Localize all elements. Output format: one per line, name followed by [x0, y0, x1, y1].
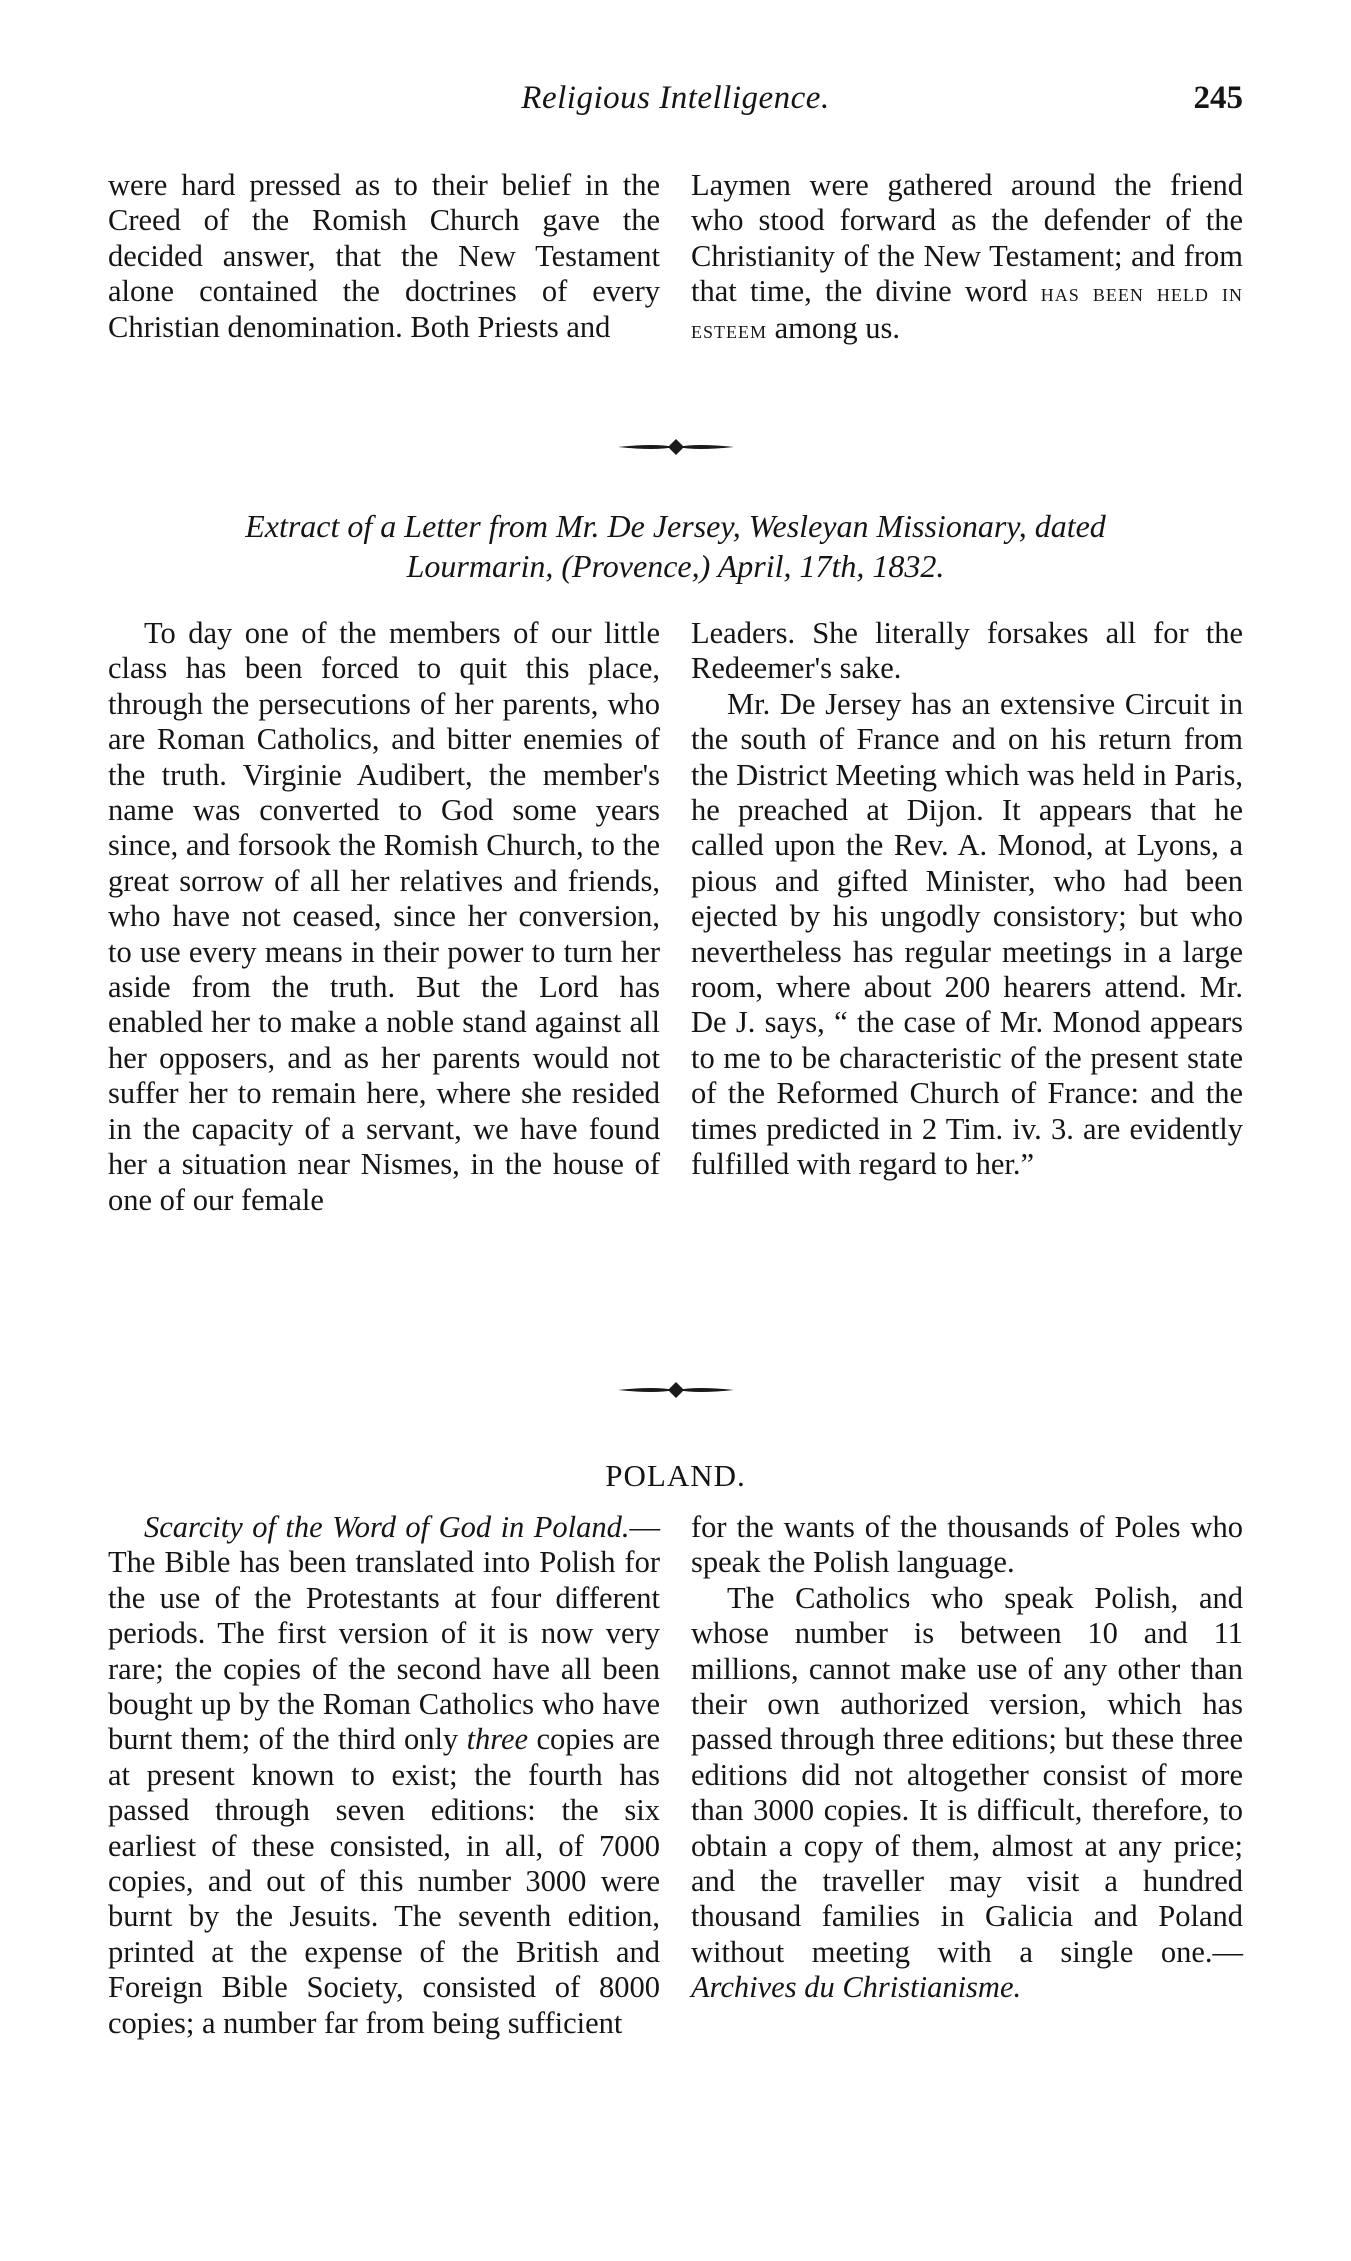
letter-right-column	[691, 616, 1243, 1218]
poland-right-column	[691, 1510, 1243, 2041]
continuation-right-text-a: Laymen were gathered around the friend who stood forward as the defender of the Christianity of the New Testament; and from that time, the divine word	[691, 168, 1243, 309]
letter-left-paragraph: To day one of the members of our little class has been forced to quit this place, through the persecutions of her parents, who are Roman Catholics, and bitter enemies of the truth. Virginie Audibert, the member's name was converted to God some years since, and forsook the Romish Church, to the great sorrow of all her relatives and friends, who have not ceased, since her conversion, to use every means in their power to turn her aside from the truth. But the Lord has enabled her to make a noble stand against all her opposers, and as her parents would not suffer her to remain here, where she resided in the capacity of a servant, we have found her a situation near Nismes, in the house of one of our female	[108, 616, 660, 1217]
letter-right-paragraph-1: Leaders. She literally forsakes all for the Redeemer's sake.	[691, 616, 1243, 686]
continuation-right-paragraph	[691, 168, 1243, 347]
poland-left-text-b: copies are at present known to exist; the fourth has passed through seven editions: the six earliest of these consisted, in all, of 7000 copies, and out of this number 3000 were burnt by the Jesuits. The seventh edition, printed at the expense of the British and Foreign Bible Society, consisted of 8000 copies; a number far from being sufficient	[108, 1722, 661, 2040]
section-divider-ornament-1	[108, 432, 1243, 462]
divider-ornament-icon	[616, 1375, 736, 1405]
poland-left-text-a: —The Bible has been translated into Polish for the use of the Protestants at four different periods. The first version of it is now very rare; the copies of the second have all been bought up by the Roman Catholics who have burnt them; of the third only	[108, 1510, 660, 1757]
poland-right-paragraph-2	[691, 1581, 1243, 2006]
poland-right-paragraph-1: for the wants of the thousands of Poles who speak the Polish language.	[691, 1510, 1243, 1580]
letter-left-column	[108, 616, 660, 1218]
poland-title: POLAND.	[605, 1458, 746, 1493]
section-divider-ornament-2	[108, 1375, 1243, 1405]
source-citation: Archives du Christianisme.	[691, 1970, 1022, 2005]
poland-section	[108, 1510, 1243, 2041]
poland-left-paragraph	[108, 1510, 660, 2041]
emphasis-held-in-esteem: has been held in esteem	[691, 278, 1243, 344]
continuation-left-column	[108, 168, 660, 347]
continuation-right-column	[691, 168, 1243, 347]
letter-right-paragraph-2: Mr. De Jersey has an extensive Circuit in the south of France and on his return from the District Meeting which was held in Paris, he preached at Dijon. It appears that he called upon the Rev. A. Monod, at Lyons, a pious and gifted Minister, who had been ejected by his ungodly consistory; but who nevertheless has regular meetings in a large room, where about 200 hearers attend. Mr. De J. says, “ the case of Mr. Monod appears to me to be characteristic of the present state of the Reformed Church of France: and the times predicted in 2 Tim. iv. 3. are evidently fulfilled with regard to her.”	[691, 686, 1243, 1182]
letter-heading-line-1: Extract of a Letter from Mr. De Jersey, Wesleyan Missionary, dated	[245, 508, 1106, 544]
poland-left-column	[108, 1510, 660, 2041]
letter-heading-line-2: Lourmarin, (Provence,) April, 17th, 1832.	[406, 548, 945, 584]
running-title: Religious Intelligence.	[521, 80, 830, 116]
poland-right-text: The Catholics who speak Polish, and whose number is between 10 and 11 millions, cannot make use of any other than their own authorized version, which has passed through three editions; but these three editions did not altogether consist of more than 3000 copies. It is difficult, therefore, to obtain a copy of them, almost at any price; and the traveller may visit a hundred thousand families in Galicia and Poland without meeting with a single one.—	[691, 1580, 1243, 1969]
emphasis-three: three	[466, 1722, 529, 1757]
poland-intro-heading: Scarcity of the Word of God in Poland.	[144, 1510, 630, 1544]
divider-ornament-icon	[616, 432, 736, 462]
continuation-section	[108, 168, 1243, 347]
continuation-left-text: were hard pressed as to their belief in the Creed of the Romish Church gave the decided answer, that the New Testament alone contained the doctrines of every Christian denomination. Both Priests and	[108, 168, 660, 344]
letter-section	[108, 616, 1243, 1218]
page-number: 245	[1193, 80, 1243, 116]
letter-heading	[108, 506, 1243, 586]
continuation-right-text-b: among us.	[774, 310, 901, 345]
page-header	[108, 80, 1243, 130]
